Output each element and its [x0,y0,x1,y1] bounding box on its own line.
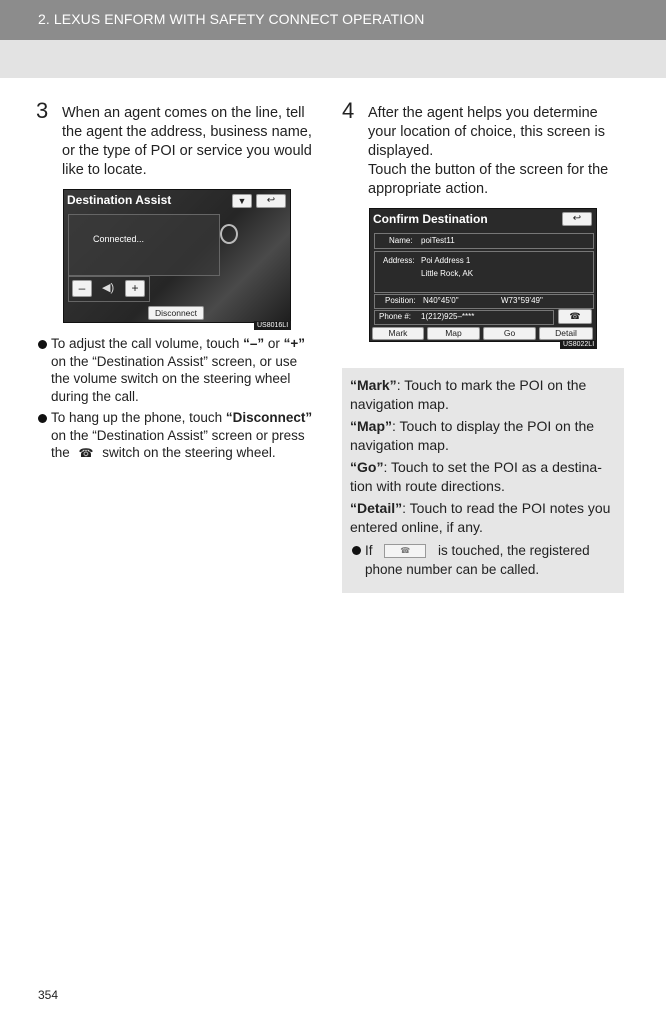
note-text: is touched, the registered phone number can be called. [365,543,590,577]
speaker-icon: ◀) [102,282,115,294]
step-number: 4 [342,98,355,123]
disconnect-button[interactable]: Disconnect [148,306,204,320]
go-button[interactable]: Go [483,327,536,340]
screen-title: Destination Assist [67,193,172,207]
address-row [374,251,594,293]
phone-label: Phone #: [379,312,412,321]
note-text: To hang up the phone, touch [51,410,226,425]
position-row [374,294,594,309]
status-text: Connected... [93,234,145,244]
map-key: “Map” [350,418,392,434]
description-text: : Touch to mark the POI on the navigation map. [350,377,587,412]
status-panel [68,214,220,276]
signal-icon[interactable]: ▼ [232,194,252,208]
phone-row [374,310,554,325]
step-3 [36,98,318,180]
step-4 [342,98,624,199]
agent-headset-icon [220,224,238,244]
call-button[interactable]: ☎ [558,309,592,324]
mark-key: “Mark” [350,377,397,393]
call-note [350,541,616,579]
back-button[interactable]: ↩ [562,212,592,226]
step-text-2: Touch the button of the screen for the appropriate action. [368,162,609,197]
button-descriptions [342,368,624,593]
plus-key: “+” [283,336,306,351]
phone-value: 1(212)925–**** [421,312,475,321]
name-value: poiTest11 [421,236,455,245]
right-column [342,98,624,593]
note-text: To adjust the call volume, touch [51,336,244,351]
mark-description [350,376,616,414]
address-label: Address: [383,256,415,265]
go-description [350,458,616,496]
position-lat: N40°45'0" [423,296,459,305]
section-title: 2. LEXUS ENFORM WITH SAFETY CONNECT OPERATION [38,11,425,27]
back-button[interactable]: ↩ [256,194,286,208]
position-label: Position: [385,296,416,305]
map-description [350,417,616,455]
volume-down-button[interactable]: – [72,280,92,297]
phone-switch-icon: ☎ [78,446,94,460]
volume-panel [68,276,150,302]
left-column [36,98,318,467]
mark-button[interactable]: Mark [372,327,424,340]
destination-assist-screen [63,189,291,323]
name-label: Name: [389,236,413,245]
note-hangup [36,409,318,463]
detail-button[interactable]: Detail [539,327,593,340]
volume-up-button[interactable]: + [125,280,145,297]
page-number: 354 [38,988,59,1002]
map-button[interactable]: Map [427,327,480,340]
note-text: on the “Destination Assist” screen, or use the volume switch on the steering wheel during the call. [51,353,298,404]
image-code: US8016LI [254,321,291,330]
note-text: switch on the steering wheel. [98,445,276,460]
section-header [0,0,666,40]
screen-title: Confirm Destination [373,212,488,226]
description-text: : Touch to set the POI as a destina-tion with route directions. [350,459,602,494]
subheader-band [0,40,666,78]
disconnect-key: “Disconnect” [225,410,313,425]
description-text: : Touch to display the POI on the navigation map. [350,418,595,453]
note-text: If [365,543,373,558]
address-line-1: Poi Address 1 [421,256,471,265]
name-row [374,233,594,249]
detail-description [350,499,616,537]
minus-key: “–” [243,336,265,351]
detail-key: “Detail” [350,500,403,516]
step-3-notes [36,335,318,463]
step-text: After the agent helps you determine your location of choice, this screen is displayed. [368,105,605,159]
image-code: US8022LI [560,340,597,349]
go-key: “Go” [350,459,384,475]
position-lon: W73°59'49" [501,296,543,305]
step-text: When an agent comes on the line, tell the agent the address, business name, or the type of POI or service you would like to locate. [62,105,312,178]
note-text: on the “Destination Assist” screen or press the [51,427,305,460]
address-line-2: Little Rock, AK [421,269,474,278]
call-button-icon: ☎ [384,544,426,558]
confirm-destination-screen [369,208,597,342]
note-volume [36,335,318,405]
description-text: : Touch to read the POI notes you entered online, if any. [350,500,611,535]
step-number: 3 [36,98,49,123]
note-text: or [264,336,284,351]
